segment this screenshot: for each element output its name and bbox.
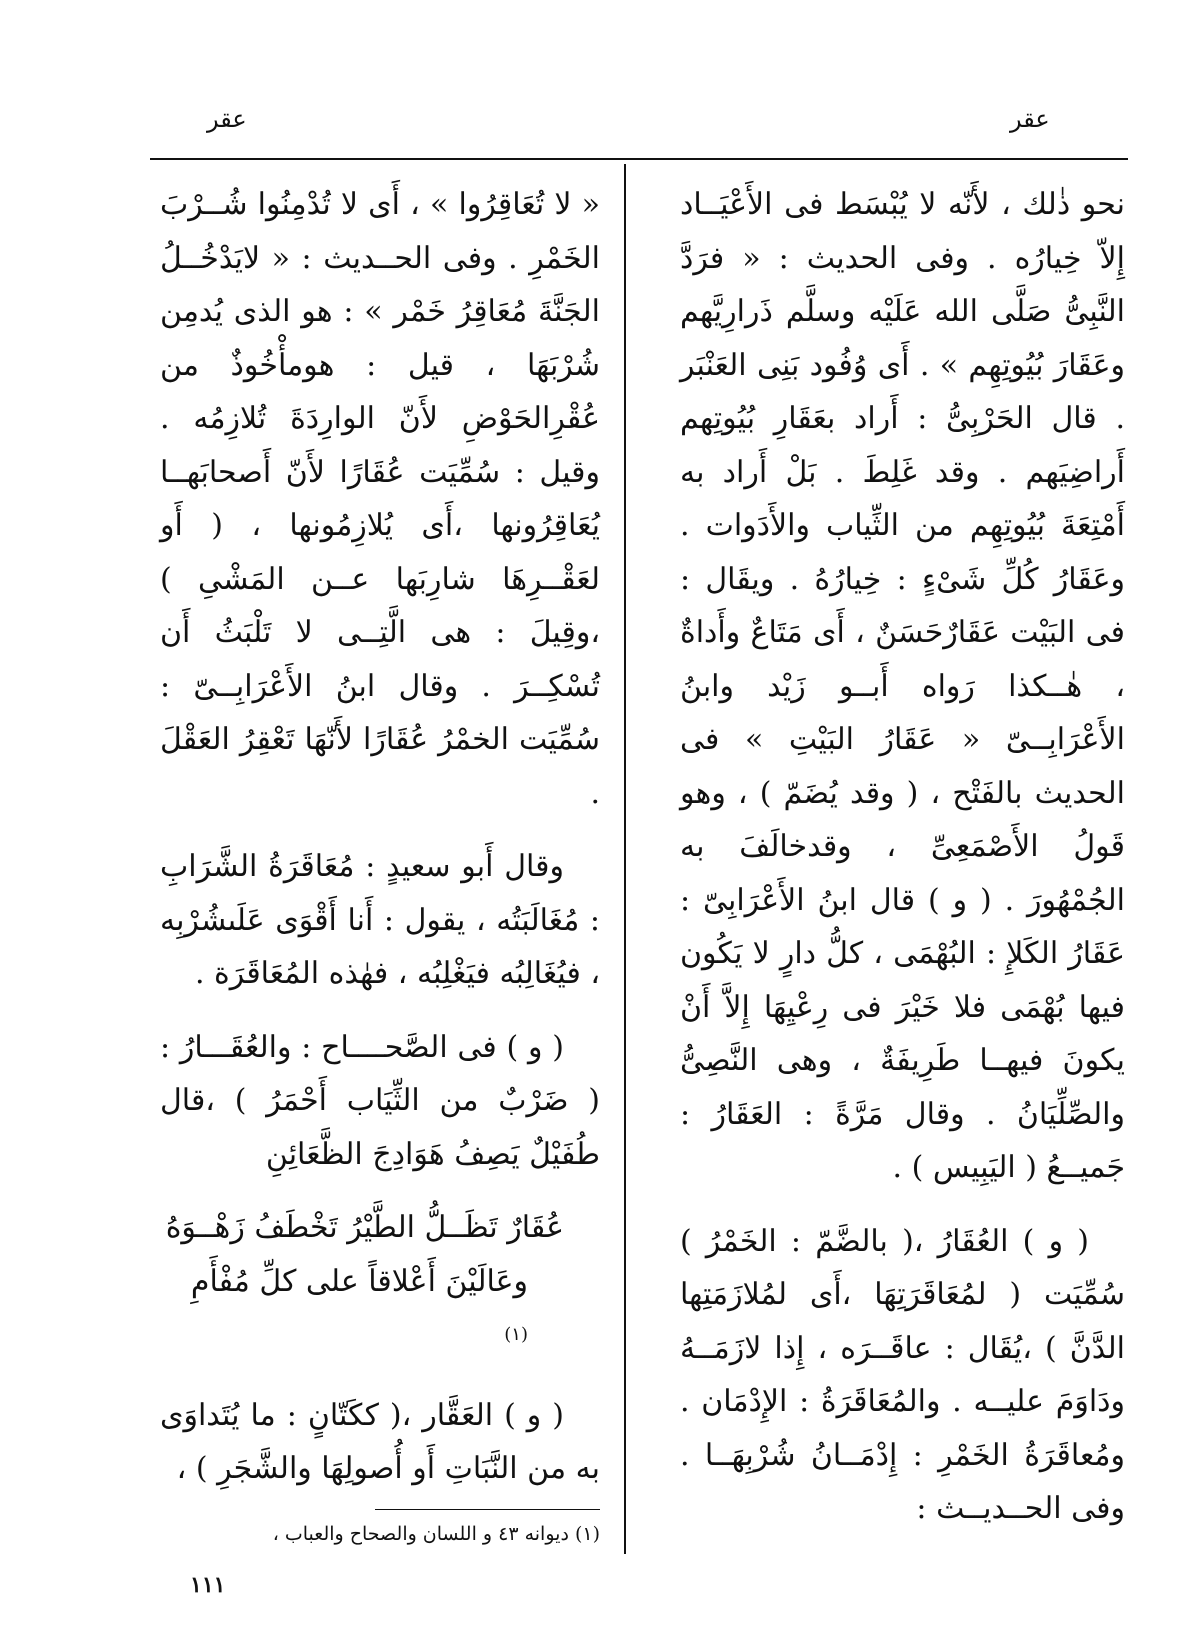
footnote-marker: (١) <box>504 1324 528 1345</box>
header-rule <box>150 158 1128 160</box>
right-paragraph-2: ( و ) العُقَارُ ،( بالضَّمّ : الخَمْرُ ) سُمِّيَت ( لمُعَاقَرَتِهَا ،أَى لمُلازَمَتِها الدَّنَّ ) ،يُقَال : عاقَــرَه ، إِذا لازَمَــهُ ودَاوَمَ عليــه . والمُعَاقَرَةُ : الإِدْمَان . ومُعاقَرَةُ الخَمْرِ : إِدْمَــانُ شُرْبِهَــا . وفى الحــديــث : <box>680 1223 1125 1526</box>
footnote-rule <box>375 1509 600 1510</box>
left-paragraph-2: وقال أَبو سعيدٍ : مُعَاقَرَةُ الشَّرَابِ : مُغَالَبَتُه ، يقول : أَنا أَقْوَى عَلَىشُرْبِه ، فيُغَالِبُه فيَغْلِبُه ، فهٰذه المُعَاقَرَة . <box>160 849 600 991</box>
verse-line-2-text: وعَالَيْنَ أَعْلاقاً على كلِّ مُفْأَمِ <box>190 1263 528 1299</box>
page-number: ١١١ <box>190 1572 226 1598</box>
footnote: (١) ديوانه ٤٣ و اللسان والصحاح والعباب ، <box>272 1523 600 1545</box>
left-paragraph-1: « لا تُعَاقِرُوا » ، أَى لا تُدْمِنُوا شُــرْبَ الخَمْرِ . وفى الحــديث : « لايَدْخُــلُ الجَنَّةَ مُعَاقِرُ خَمْر » : هو الذى يُدمِن شُرْبَهَا ، قيل : هومأْخُوذٌ من عُقْرِالحَوْضِ لأَنّ الوارِدَةَ تُلازِمُه . وقيل : سُمِّيَت عُقَارًا لأَنّ أَصحابَهــا يُعَاقِرُونها ،أَى يُلازِمُونها ، ( أَو لعَقْــرِهَا شارِبَها عــن المَشْىِ ) ،وقِيلَ : هى الَّتِــى لا تَلْبَثُ أَن تُسْكِــرَ . وقال ابنُ الأَعْرَابِــىّ : سُمِّيَت الخمْرُ عُقَارًا لأَنّهَا تَعْقِرُ العَقْلَ . <box>160 187 600 811</box>
verse-line-1: عُقَارٌ تَظَــلُّ الطَّيْرُ تَخْطَفُ زَهْــوَهُ <box>165 1210 564 1245</box>
running-head-left: عقر <box>207 105 247 133</box>
right-column <box>680 178 1125 1536</box>
verse-line-2 <box>160 1255 600 1369</box>
column-divider <box>624 164 626 1554</box>
left-paragraph-3: ( و ) فى الصَّحــــاح : والعُقَـــارُ : ( ضَرْبٌ من الثِّيَاب أَحْمَرُ ) ،قال طُفَيْلٌ يَصِفُ هَوَادِجَ الظَّعَائِنِ <box>160 1029 600 1172</box>
right-paragraph-1: نحو ذٰلك ، لأَنّه لا يُبْسَط فى الأَعْيَــاد إِلاّ خِيارُه . وفى الحديث : « فرَدَّ النَّبِىُّ صَلَّى الله عَلَيْه وسلَّم ذَرارِيَّهم وعَقَارَ بُيُوتِهِم » . أَى وُفُود بَنِى العَنْبَر . قال الحَرْبِىُّ : أَراد بعَقَارِ بُيُوتِهم أَراضِيَهم . وقد غَلِطَ . بَلْ أَراد به أَمْتِعَةَ بُيُوتِهِم من الثِّياب والأَدَوات . وعَقَارُ كُلِّ شَىْءٍ : خِيارُهُ . ويقَال : فى البَيْت عَقَارٌحَسَنٌ ، أَى مَتَاعٌ وأَداةٌ ، هٰــكذا رَواه أَبــو زَيْد وابنُ الأَعْرَابِــىّ « عَقَارُ البَيْتِ » فى الحديث بالفَتْح ، ( وقد يُضَمّ ) ، وهو قَولُ الأَصْمَعِىِّ ، وقدخالَفَ به الجُمْهُورَ . ( و ) قال ابنُ الأَعْرَابِىّ : عَقَارُ الكَلإِ : البُهْمَى ، كلُّ دارٍ لا يَكُون فيها بُهْمَى فلا خَيْرَ فى رِعْيِهَا إِلاَّ أَنْ يكونَ فيهــا طَرِيفَةٌ ، وهى النَّصِىُّ والصِّلِّيَانُ . وقال مَرَّةً : العَقَارُ : جَميــعُ ( اليَبِيس ) . <box>680 187 1125 1185</box>
running-head-right: عقر <box>1010 105 1050 133</box>
left-paragraph-4: ( و ) العَقَّار ،( ككَتّانٍ : ما يُتَداوَى به من النَّبَاتِ أَو أُصولِهَا والشَّجَرِ ) ، <box>160 1397 600 1486</box>
left-column <box>160 178 600 1496</box>
